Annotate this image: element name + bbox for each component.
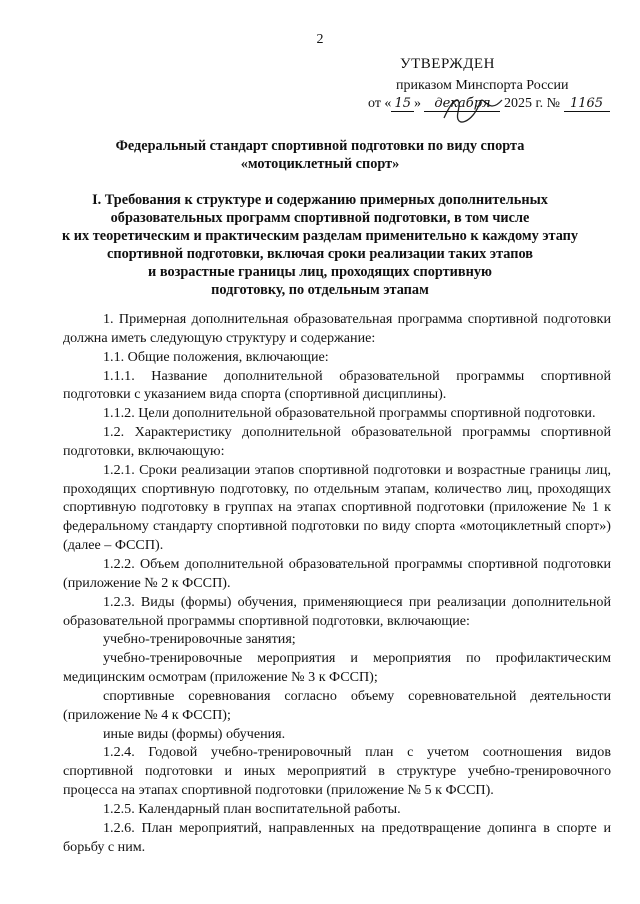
paragraph-1-2-2: 1.2.2. Объем дополнительной образовательной программы спортивной подготовки (приложение № 2 к ФССП).: [63, 555, 611, 591]
date-day-handwritten: 15: [391, 96, 414, 112]
section-heading-line-6: подготовку, по отдельным этапам: [211, 282, 429, 298]
section-heading-line-4: спортивной подготовки, включая сроки реализации таких этапов: [107, 246, 533, 262]
paragraph-1-2-4: 1.2.4. Годовой учебно-тренировочный план с учетом соотношения видов спортивной подготовки и иных мероприятий в структуре учебно-тренировочного процесса на этапах спортивной подготовки (приложение № 5 к ФССП).: [63, 744, 611, 799]
document-title-line-2: «мотоциклетный спорт»: [240, 156, 400, 172]
document-title-line-1: Федеральный стандарт спортивной подготовки по виду спорта: [115, 138, 525, 154]
date-year: 2025 г. №: [503, 96, 561, 111]
section-heading-line-5: и возрастные границы лиц, проходящих спортивную: [148, 264, 492, 280]
section-heading-line-3: к их теоретическим и практическим разделам применительно к каждому этапу: [61, 228, 579, 244]
paragraph-1: 1. Примерная дополнительная образовательная программа спортивной подготовки должна иметь следующую структуру и содержание:: [63, 311, 611, 346]
date-month-handwritten: декабря: [424, 96, 500, 112]
document-body: [63, 310, 611, 856]
approval-stamp-heading: УТВЕРЖДЕН: [400, 56, 495, 72]
paragraph-1-2-3: 1.2.3. Виды (формы) обучения, применяющиеся при реализации дополнительной образовательной программы спортивной подготовки, включающие:: [63, 593, 611, 629]
date-mid: »: [413, 96, 421, 111]
section-heading-line-1: I. Требования к структуре и содержанию примерных дополнительных: [92, 192, 548, 208]
approval-date-line: [368, 96, 610, 112]
paragraph-1-2-1: 1.2.1. Сроки реализации этапов спортивной подготовки и возрастные границы лиц, проходящих спортивную подготовку, по отдельным этапам, количество лиц, проходящих спортивную подготовку в группах на этапах спортивной подготовки (приложение № 1 к федеральному стандарту спортивной подготовки по виду спорта «мотоциклетный спорт») (далее – ФССП).: [63, 461, 611, 554]
list-item-other-forms: иные виды (формы) обучения.: [103, 725, 286, 742]
paragraph-1-1-1: 1.1.1. Название дополнительной образовательной программы спортивной подготовки с указанием вида спорта (спортивной дисциплины).: [63, 367, 611, 403]
paragraph-1-2: 1.2. Характеристику дополнительной образовательной программы спортивной подготовки, включающую:: [63, 424, 611, 459]
section-heading-line-2: образовательных программ спортивной подготовки, в том числе: [110, 210, 530, 226]
paragraph-1-2-5: 1.2.5. Календарный план воспитательной работы.: [103, 800, 401, 817]
page-number: 2: [316, 32, 324, 47]
date-prefix: от «: [368, 96, 392, 111]
paragraph-1-2-6: 1.2.6. План мероприятий, направленных на предотвращение допинга в спорте и борьбу с ним.: [63, 819, 611, 855]
approval-order-line: приказом Минспорта России: [396, 78, 569, 93]
list-item-training-sessions: учебно-тренировочные занятия;: [103, 631, 296, 648]
list-item-training-events: учебно-тренировочные мероприятия и мероприятия по профилактическим медицинским осмотрам (приложение № 3 к ФССП);: [63, 650, 611, 686]
paragraph-1-1-2: 1.1.2. Цели дополнительной образовательной программы спортивной подготовки.: [103, 405, 596, 422]
list-item-competitions: спортивные соревнования согласно объему соревновательной деятельности (приложение № 4 к ФССП);: [63, 687, 611, 723]
paragraph-1-1: 1.1. Общие положения, включающие:: [103, 348, 329, 365]
order-number-handwritten: 1165: [564, 96, 610, 112]
